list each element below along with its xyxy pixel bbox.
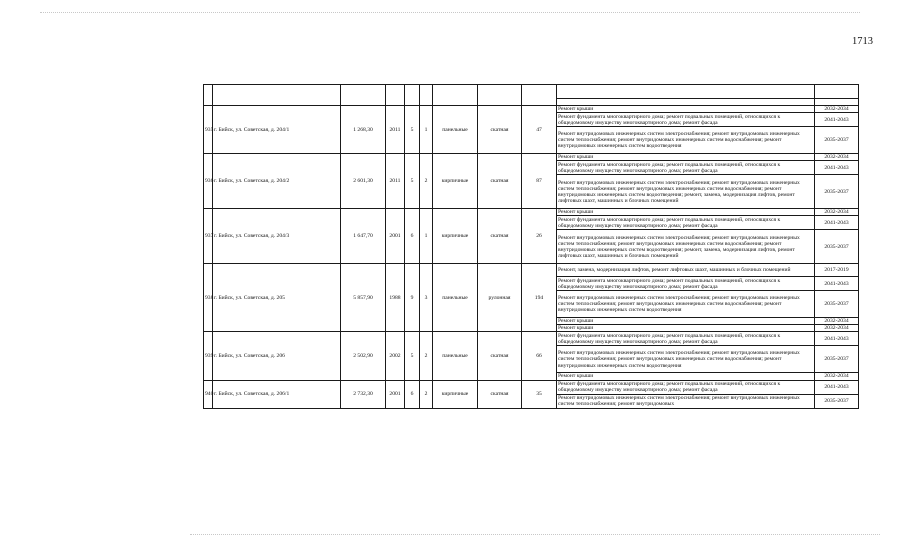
record-area: 5 857,90	[341, 264, 386, 332]
work-period: 2032-2034	[815, 373, 859, 380]
work-description: Ремонт фундамента многоквартирного дома; ремонт подвальных помещений, относящихся к общедомовому имуществу многоквартирного дома; ремонт фасада	[557, 113, 815, 127]
record-number: 939	[204, 332, 213, 380]
work-period	[815, 99, 859, 106]
record-address: г. Бийск, ул. Советская, д. 205	[213, 264, 341, 332]
work-description: Ремонт внутридомовых инженерных систем электроснабжения; ремонт внутридомовых инженерных систем теплоснабжения; ремонт внутридомовых инженерных систем водоснабжения; ремонт внутридомовых инженерных систем водоотведения; ремонт, замена, модернизация лифтов, ремонт лифтовых шахт, машинных и блочных помещений	[557, 175, 815, 209]
work-description: Ремонт фундамента многоквартирного дома; ремонт подвальных помещений, относящихся к общедомовому имуществу многоквартирного дома; ремонт фасада	[557, 332, 815, 346]
fragment-entrances-cell	[420, 85, 433, 106]
record-address: г. Бийск, ул. Советская, д. 204/1	[213, 106, 341, 154]
record-floors: 9	[405, 264, 420, 332]
work-period: 2032-2034	[815, 318, 859, 325]
record-entrances: 2	[420, 380, 433, 408]
record-floors: 5	[405, 106, 420, 154]
work-period: 2035-2037	[815, 346, 859, 373]
record-floors: 6	[405, 209, 420, 264]
registry-body	[204, 85, 859, 409]
work-description	[557, 85, 815, 99]
table-row	[204, 332, 859, 346]
record-residents: 26	[522, 209, 557, 264]
work-period: 2041-2043	[815, 380, 859, 394]
record-number: 935	[204, 106, 213, 154]
table-row	[204, 154, 859, 161]
record-entrances: 2	[420, 154, 433, 209]
work-description	[557, 99, 815, 106]
work-description: Ремонт фундамента многоквартирного дома; ремонт подвальных помещений, относящихся к общедомовому имуществу многоквартирного дома; ремонт фасада	[557, 161, 815, 175]
record-residents: 35	[522, 380, 557, 408]
record-floors: 5	[405, 154, 420, 209]
work-description: Ремонт внутридомовых инженерных систем электроснабжения; ремонт внутридомовых инженерных систем теплоснабжения; ремонт внутридомовых	[557, 394, 815, 408]
record-address: г. Бийск, ул. Советская, д. 204/3	[213, 209, 341, 264]
work-period: 2035-2037	[815, 175, 859, 209]
work-period: 2041-2043	[815, 161, 859, 175]
record-wall-material: панельные	[433, 106, 478, 154]
work-period: 2041-2043	[815, 332, 859, 346]
work-period: 2041-2043	[815, 113, 859, 127]
record-roof-type: скатная	[478, 106, 522, 154]
record-area: 2 732,30	[341, 380, 386, 408]
work-description: Ремонт внутридомовых инженерных систем электроснабжения; ремонт внутридомовых инженерных систем теплоснабжения; ремонт внутридомовых инженерных систем водоснабжения; ремонт внутридомовых инженерных систем водоотведения	[557, 291, 815, 318]
record-number: 936	[204, 154, 213, 209]
record-area: 2 502,90	[341, 332, 386, 380]
work-description: Ремонт фундамента многоквартирного дома; ремонт подвальных помещений, относящихся к общедомовому имуществу многоквартирного дома; ремонт фасада	[557, 277, 815, 291]
record-area: 1 268,30	[341, 106, 386, 154]
work-period: 2035-2037	[815, 230, 859, 264]
record-roof-type: скатная	[478, 380, 522, 408]
record-residents: 194	[522, 264, 557, 332]
record-year: 2011	[386, 154, 405, 209]
work-description: Ремонт внутридомовых инженерных систем электроснабжения; ремонт внутридомовых инженерных систем теплоснабжения; ремонт внутридомовых инженерных систем водоснабжения; ремонт внутридомовых инженерных систем водоотведения	[557, 346, 815, 373]
record-residents: 87	[522, 154, 557, 209]
record-year: 1988	[386, 264, 405, 332]
work-period: 2041-2043	[815, 216, 859, 230]
record-year: 2001	[386, 380, 405, 408]
work-period: 2017-2019	[815, 264, 859, 277]
scan-artifact-bottom	[190, 534, 880, 535]
record-roof-type: скатная	[478, 154, 522, 209]
work-period: 2032-2034	[815, 154, 859, 161]
record-address: г. Бийск, ул. Советская, д. 206/1	[213, 380, 341, 408]
record-wall-material: кирпичные	[433, 380, 478, 408]
record-wall-material: панельные	[433, 264, 478, 332]
record-address: г. Бийск, ул. Советская, д. 204/2	[213, 154, 341, 209]
record-roof-type: рулонная	[478, 264, 522, 332]
record-area: 1 647,70	[341, 209, 386, 264]
record-entrances: 1	[420, 209, 433, 264]
work-description: Ремонт крыши	[557, 209, 815, 216]
fragment-roof-cell	[478, 85, 522, 106]
work-description: Ремонт внутридомовых инженерных систем электроснабжения; ремонт внутридомовых инженерных систем теплоснабжения; ремонт внутридомовых инженерных систем водоснабжения; ремонт внутридомовых инженерных систем водоотведения; ремонт, замена, модернизация лифтов, ремонт лифтовых шахт, машинных и блочных помещений	[557, 230, 815, 264]
page-number: 1713	[852, 36, 873, 47]
work-period: 2032-2034	[815, 325, 859, 332]
record-residents: 47	[522, 106, 557, 154]
record-entrances: 1	[420, 106, 433, 154]
work-period: 2035-2037	[815, 291, 859, 318]
work-description: Ремонт крыши	[557, 318, 815, 325]
work-description: Ремонт фундамента многоквартирного дома; ремонт подвальных помещений, относящихся к общедомовому имуществу многоквартирного дома; ремонт фасада	[557, 380, 815, 394]
work-period: 2032-2034	[815, 106, 859, 113]
scan-artifact-top	[40, 12, 860, 13]
record-year: 2002	[386, 332, 405, 380]
record-year: 2001	[386, 209, 405, 264]
work-period: 2035-2037	[815, 394, 859, 408]
record-entrances: 2	[420, 332, 433, 380]
repair-registry-table	[203, 84, 859, 409]
record-entrances: 3	[420, 264, 433, 332]
table-row	[204, 264, 859, 277]
table-row	[204, 106, 859, 113]
work-period: 2032-2034	[815, 209, 859, 216]
work-description: Ремонт фундамента многоквартирного дома; ремонт подвальных помещений, относящихся к общедомовому имуществу многоквартирного дома; ремонт фасада	[557, 216, 815, 230]
work-description: Ремонт крыши	[557, 373, 815, 380]
work-period: 2035-2037	[815, 127, 859, 154]
fragment-number-cell	[204, 85, 213, 106]
table-row	[204, 85, 859, 99]
work-description: Ремонт крыши	[557, 325, 815, 332]
work-description: Ремонт, замена, модернизация лифтов, ремонт лифтовых шахт, машинных и блочных помещений	[557, 264, 815, 277]
work-period: 2041-2043	[815, 277, 859, 291]
record-number: 937	[204, 209, 213, 264]
work-description: Ремонт внутридомовых инженерных систем электроснабжения; ремонт внутридомовых инженерных систем теплоснабжения; ремонт внутридомовых инженерных систем водоснабжения; ремонт внутридомовых инженерных систем водоотведения	[557, 127, 815, 154]
table-row	[204, 209, 859, 216]
record-floors: 6	[405, 380, 420, 408]
table-row	[204, 380, 859, 394]
record-residents: 66	[522, 332, 557, 380]
record-roof-type: скатная	[478, 209, 522, 264]
work-description: Ремонт крыши	[557, 106, 815, 113]
work-description: Ремонт крыши	[557, 154, 815, 161]
fragment-floors-cell	[405, 85, 420, 106]
record-wall-material: кирпичные	[433, 154, 478, 209]
record-wall-material: панельные	[433, 332, 478, 380]
fragment-wall-cell	[433, 85, 478, 106]
record-number: 938	[204, 264, 213, 332]
record-address: г. Бийск, ул. Советская, д. 206	[213, 332, 341, 380]
record-floors: 5	[405, 332, 420, 380]
fragment-area-cell	[341, 85, 386, 106]
fragment-address-cell	[213, 85, 341, 106]
work-period	[815, 85, 859, 99]
fragment-residents-cell	[522, 85, 557, 106]
record-number: 940	[204, 380, 213, 408]
record-roof-type: скатная	[478, 332, 522, 380]
fragment-year-cell	[386, 85, 405, 106]
record-year: 2011	[386, 106, 405, 154]
record-area: 2 601,30	[341, 154, 386, 209]
record-wall-material: кирпичные	[433, 209, 478, 264]
